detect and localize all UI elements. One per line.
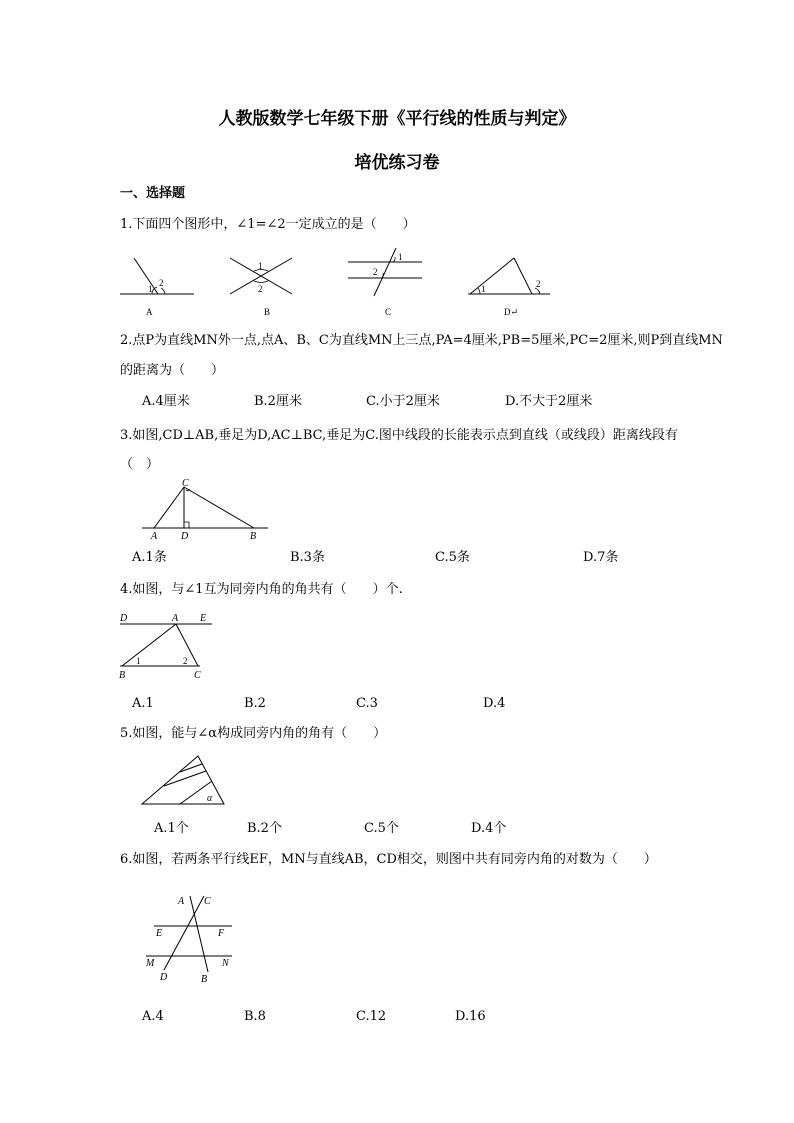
- q4-label-d: D: [120, 613, 128, 624]
- q3-label-d: D: [181, 531, 189, 542]
- q6-option-a: A.4: [142, 1009, 164, 1024]
- q3-option-a: A.1条: [132, 550, 167, 565]
- q5-stem: 5.如图，能与∠α构成同旁内角的角有（ ）: [120, 726, 387, 741]
- q5-alpha-label: α: [207, 793, 213, 804]
- q6-figure: [140, 888, 240, 992]
- q3-option-c: C.5条: [435, 550, 470, 565]
- q6-label-d: D: [160, 972, 168, 983]
- q5-figure: [136, 748, 236, 810]
- q3-stem-line1: 3.如图,CD⊥AB,垂足为D,AC⊥BC,垂足为C.图中线段的长能表示点到直线（或线段）距离线段有: [120, 428, 678, 443]
- q1c-caption: C: [385, 307, 392, 317]
- q1c-angle2-label: 2: [373, 267, 378, 277]
- q4-option-a: A.1: [132, 696, 154, 711]
- q1a-angle1-label: 1: [148, 284, 153, 294]
- q4-label-a: A: [172, 613, 179, 624]
- q4-option-d: D.4: [483, 696, 506, 711]
- q1d-angle2-label: 2: [536, 279, 541, 289]
- q2-option-d: D.不大于2厘米: [505, 394, 593, 409]
- q6-label-n: N: [222, 958, 229, 969]
- q6-label-c: C: [204, 896, 211, 907]
- q4-figure: [116, 610, 226, 682]
- q2-option-a: A.4厘米: [142, 394, 190, 409]
- q2-option-b: B.2厘米: [254, 394, 302, 409]
- q6-option-c: C.12: [356, 1009, 387, 1024]
- section-heading: 一、选择题: [120, 186, 186, 201]
- q1b-caption: B: [264, 307, 271, 317]
- q2-option-c: C.小于2厘米: [366, 394, 440, 409]
- q5-option-c: C.5个: [364, 821, 399, 836]
- q3-label-b: B: [250, 531, 257, 542]
- q2-stem-line2: 的距离为（ ）: [120, 363, 225, 378]
- q1a-caption: A: [146, 307, 153, 317]
- q4-stem: 4.如图，与∠1互为同旁内角的角共有（ ）个.: [120, 582, 403, 597]
- q6-label-b: B: [201, 974, 208, 985]
- q5-option-b: B.2个: [247, 821, 282, 836]
- q4-option-c: C.3: [356, 696, 378, 711]
- q1d-caption: D↵: [504, 307, 519, 317]
- q1-figure-d: [466, 252, 556, 320]
- q6-label-a: A: [178, 896, 185, 907]
- q1b-angle2-label: 2: [258, 284, 263, 294]
- q4-angle1-label: 1: [136, 656, 141, 666]
- q1b-angle1-label: 1: [258, 261, 263, 271]
- q3-label-c: C: [182, 478, 189, 489]
- q3-figure: [136, 478, 276, 542]
- q6-option-b: B.8: [244, 1009, 266, 1024]
- q4-angle2-label: 2: [183, 656, 188, 666]
- q6-label-m: M: [146, 958, 155, 969]
- q1-figure-c: [342, 246, 432, 320]
- q3-option-b: B.3条: [290, 550, 325, 565]
- q5-option-a: A.1个: [154, 821, 189, 836]
- q1d-angle1-label: 1: [481, 284, 486, 294]
- q6-label-e: E: [156, 928, 163, 939]
- q5-option-d: D.4个: [471, 821, 507, 836]
- page-subtitle: 培优练习卷: [354, 153, 440, 173]
- q6-stem: 6.如图，若两条平行线EF，MN与直线AB，CD相交，则图中共有同旁内角的对数为（ ）: [120, 852, 657, 867]
- q1a-angle2-label: 2: [159, 278, 164, 288]
- q6-option-d: D.16: [455, 1009, 486, 1024]
- q1c-angle1-label: 1: [398, 252, 403, 262]
- q1-figure-b: [226, 252, 306, 320]
- q4-label-c: C: [194, 670, 201, 681]
- q3-label-a: A: [151, 531, 158, 542]
- q3-stem-line2: （ ）: [120, 457, 160, 472]
- q4-label-b: B: [119, 670, 126, 681]
- q1-stem: 1.下面四个图形中，∠1=∠2一定成立的是（ ）: [120, 217, 416, 232]
- q6-label-f: F: [218, 928, 225, 939]
- q3-option-d: D.7条: [583, 550, 619, 565]
- q4-option-b: B.2: [244, 696, 266, 711]
- q4-label-e: E: [200, 613, 207, 624]
- q2-stem-line1: 2.点P为直线MN外一点,点A、B、C为直线MN上三点,PA=4厘米,PB=5厘米,PC=2厘米,则P到直线MN: [120, 333, 723, 348]
- page-title: 人教版数学七年级下册《平行线的性质与判定》: [218, 109, 576, 129]
- q1-figure-a: [118, 252, 198, 320]
